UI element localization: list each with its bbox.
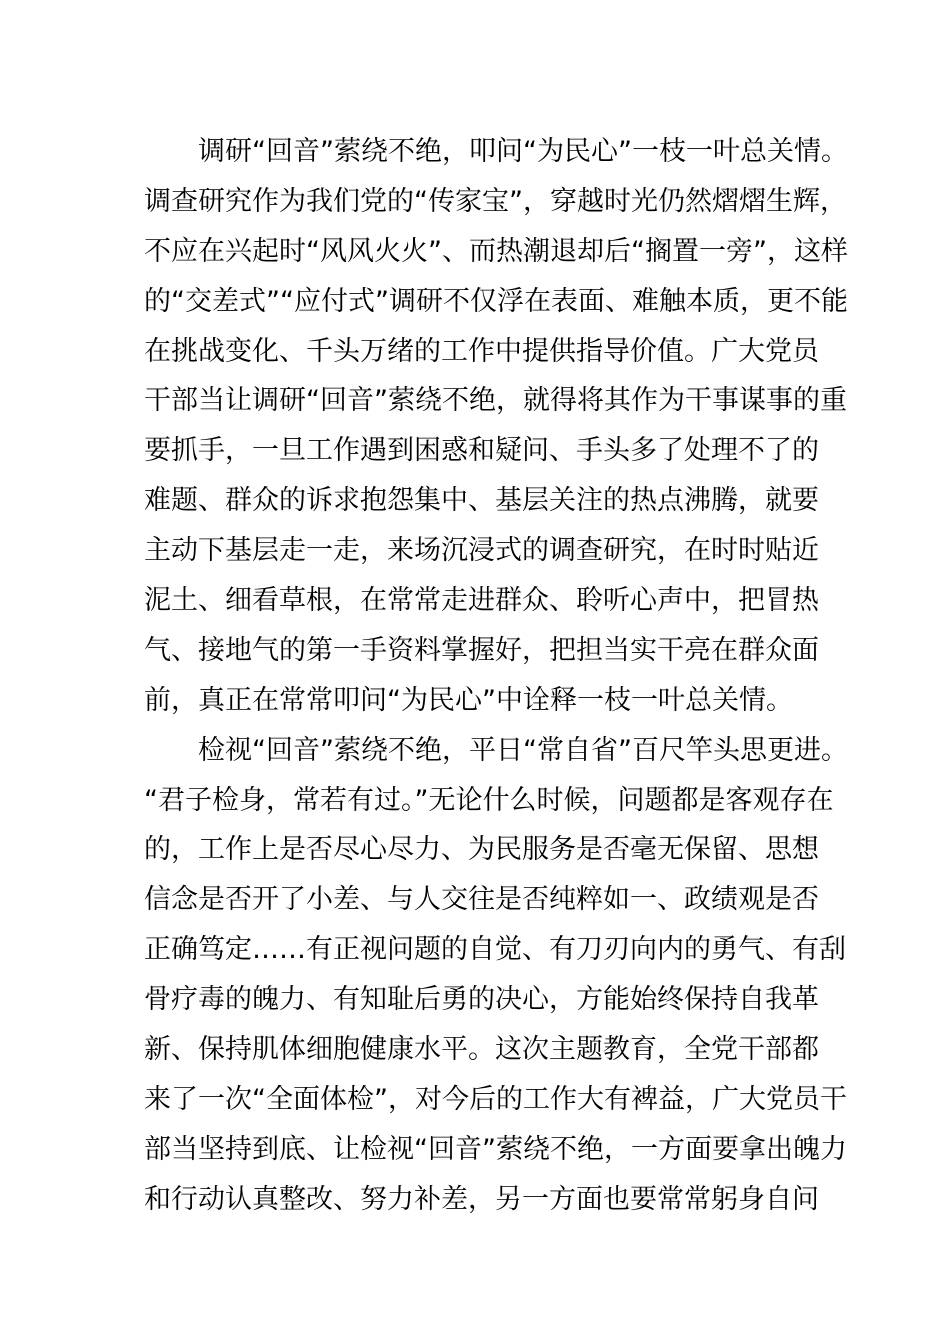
text-line: 正确笃定……有正视问题的自觉、有刀刃向内的勇气、有刮 [144,934,846,966]
text-line: “君子检身，常若有过。”无论什么时候，问题都是客观存在 [144,784,834,816]
text-line: 调查研究作为我们党的“传家宝”，穿越时光仍然熠熠生辉， [144,185,847,217]
body-text [144,127,848,1225]
text-line: 的，工作上是否尽心尽力、为民服务是否毫无保留、思想 [144,834,819,866]
text-line: 要抓手，一旦工作遇到困惑和疑问、手头多了处理不了的 [144,435,819,467]
text-line: 新、保持肌体细胞健康水平。这次主题教育，全党干部都 [144,1034,819,1066]
text-line: 气、接地气的第一手资料掌握好，把担当实干亮在群众面 [144,634,819,666]
text-line: 和行动认真整改、努力补差，另一方面也要常常躬身自问 [144,1183,819,1215]
text-line: 前，真正在常常叩问“为民心”中诠释一枝一叶总关情。 [144,684,793,716]
paragraph-1 [144,127,848,726]
text-line: 在挑战变化、千头万绪的工作中提供指导价值。广大党员 [144,335,819,367]
text-line: 调研“回音”萦绕不绝，叩问“为民心”一枝一叶总关情。 [198,136,848,167]
text-line: 的“交差式”“应付式”调研不仅浮在表面、难触本质，更不能 [144,285,848,317]
text-line: 检视“回音”萦绕不绝，平日“常自省”百尺竿头思更进。 [198,734,848,766]
text-line: 主动下基层走一走，来场沉浸式的调查研究，在时时贴近 [144,535,819,567]
text-line: 来了一次“全面体检”，对今后的工作大有裨益，广大党员干 [144,1083,847,1115]
text-line: 泥土、细看草根，在常常走进群众、聆听心声中，把冒热 [144,585,819,617]
text-line: 骨疗毒的魄力、有知耻后勇的决心，方能始终保持自我革 [144,984,819,1016]
text-line: 不应在兴起时“风风火火”、而热潮退却后“搁置一旁”，这样 [144,235,848,267]
text-line: 信念是否开了小差、与人交往是否纯粹如一、政绩观是否 [144,884,819,916]
paragraph-2 [144,726,848,1225]
text-line: 难题、群众的诉求抱怨集中、基层关注的热点沸腾，就要 [144,485,819,517]
text-line: 部当坚持到底、让检视“回音”萦绕不绝，一方面要拿出魄力 [144,1133,847,1165]
text-line: 干部当让调研“回音”萦绕不绝，就得将其作为干事谋事的重 [144,385,847,417]
